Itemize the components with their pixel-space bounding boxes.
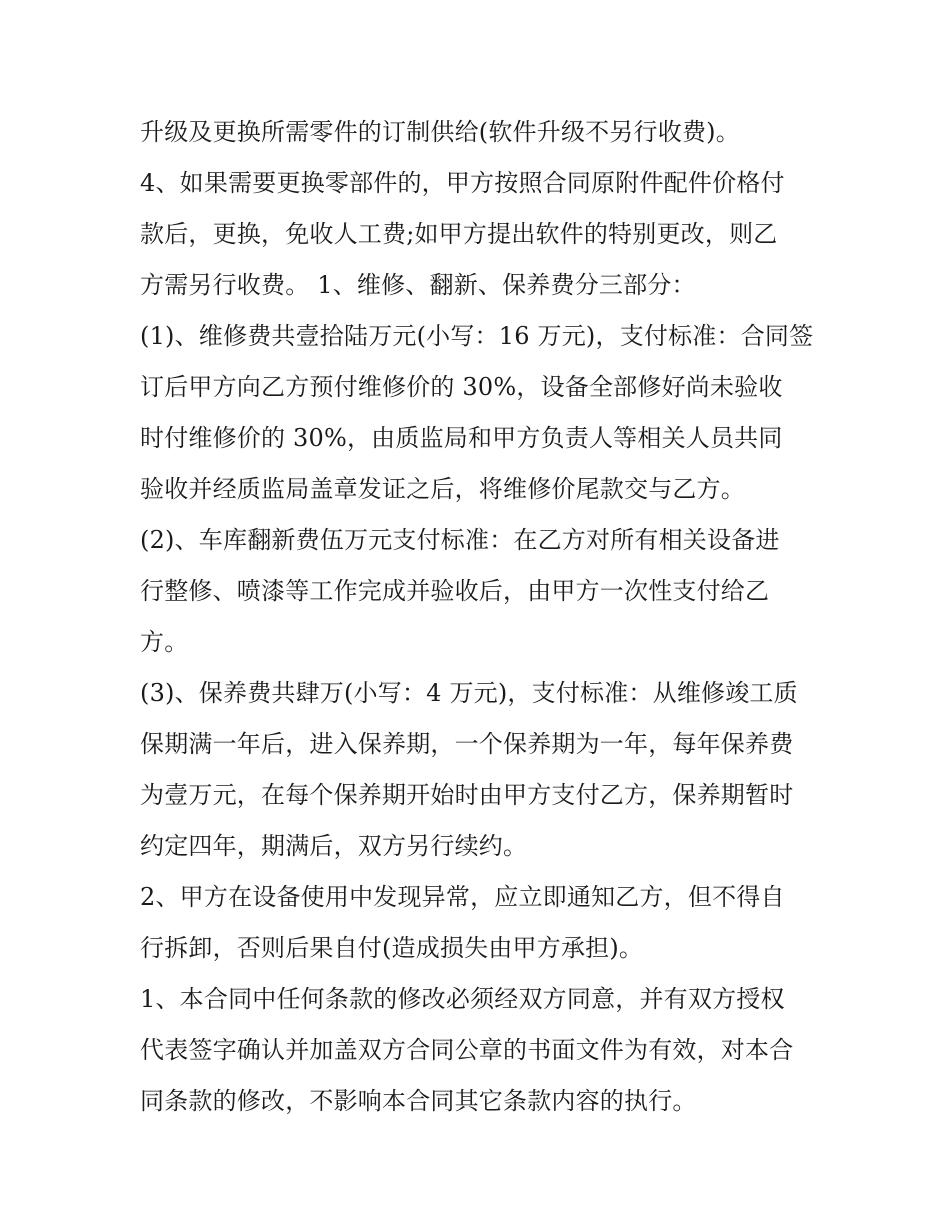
text-line-4: 方需另行收费。 1、维修、翻新、保养费分三部分： — [140, 271, 696, 299]
text-line-11: 方。 — [140, 628, 189, 656]
text-line-18: 1、本合同中任何条款的修改必须经双方同意，并有双方授权 — [140, 985, 785, 1013]
text-line-19: 代表签字确认并加盖双方合同公章的书面文件为有效，对本合 — [140, 1036, 794, 1064]
text-line-15: 约定四年，期满后，双方另行续约。 — [140, 832, 528, 860]
text-line-8: 验收并经质监局盖章发证之后，将维修价尾款交与乙方。 — [140, 475, 745, 503]
text-line-13: 保期满一年后，进入保养期，一个保养期为一年，每年保养费 — [140, 730, 794, 758]
text-line-3: 款后，更换，免收人工费;如甲方提出软件的特别更改，则乙 — [140, 220, 778, 248]
text-line-7: 时付维修价的 30%，由质监局和甲方负责人等相关人员共同 — [140, 424, 783, 452]
text-line-10: 行整修、喷漆等工作完成并验收后，由甲方一次性支付给乙 — [140, 577, 770, 605]
text-line-14: 为壹万元，在每个保养期开始时由甲方支付乙方，保养期暂时 — [140, 781, 794, 809]
text-line-16: 2、甲方在设备使用中发现异常，应立即通知乙方，但不得自 — [140, 883, 785, 911]
text-line-6: 订后甲方向乙方预付维修价的 30%，设备全部修好尚未验收 — [140, 373, 783, 401]
text-line-12: (3)、保养费共肆万(小写：4 万元)，支付标准：从维修竣工质 — [140, 679, 798, 707]
text-line-17: 行拆卸，否则后果自付(造成损失由甲方承担)。 — [140, 934, 644, 962]
text-line-2: 4、如果需要更换零部件的，甲方按照合同原附件配件价格付 — [140, 169, 785, 197]
text-line-20: 同条款的修改，不影响本合同其它条款内容的执行。 — [140, 1087, 697, 1115]
text-line-9: (2)、车库翻新费伍万元支付标准：在乙方对所有相关设备进 — [140, 526, 780, 554]
text-line-1: 升级及更换所需零件的订制供给(软件升级不另行收费)。 — [140, 118, 740, 146]
document-body — [140, 107, 812, 1127]
text-line-5: (1)、维修费共壹拾陆万元(小写：16 万元)，支付标准：合同签 — [140, 322, 814, 350]
